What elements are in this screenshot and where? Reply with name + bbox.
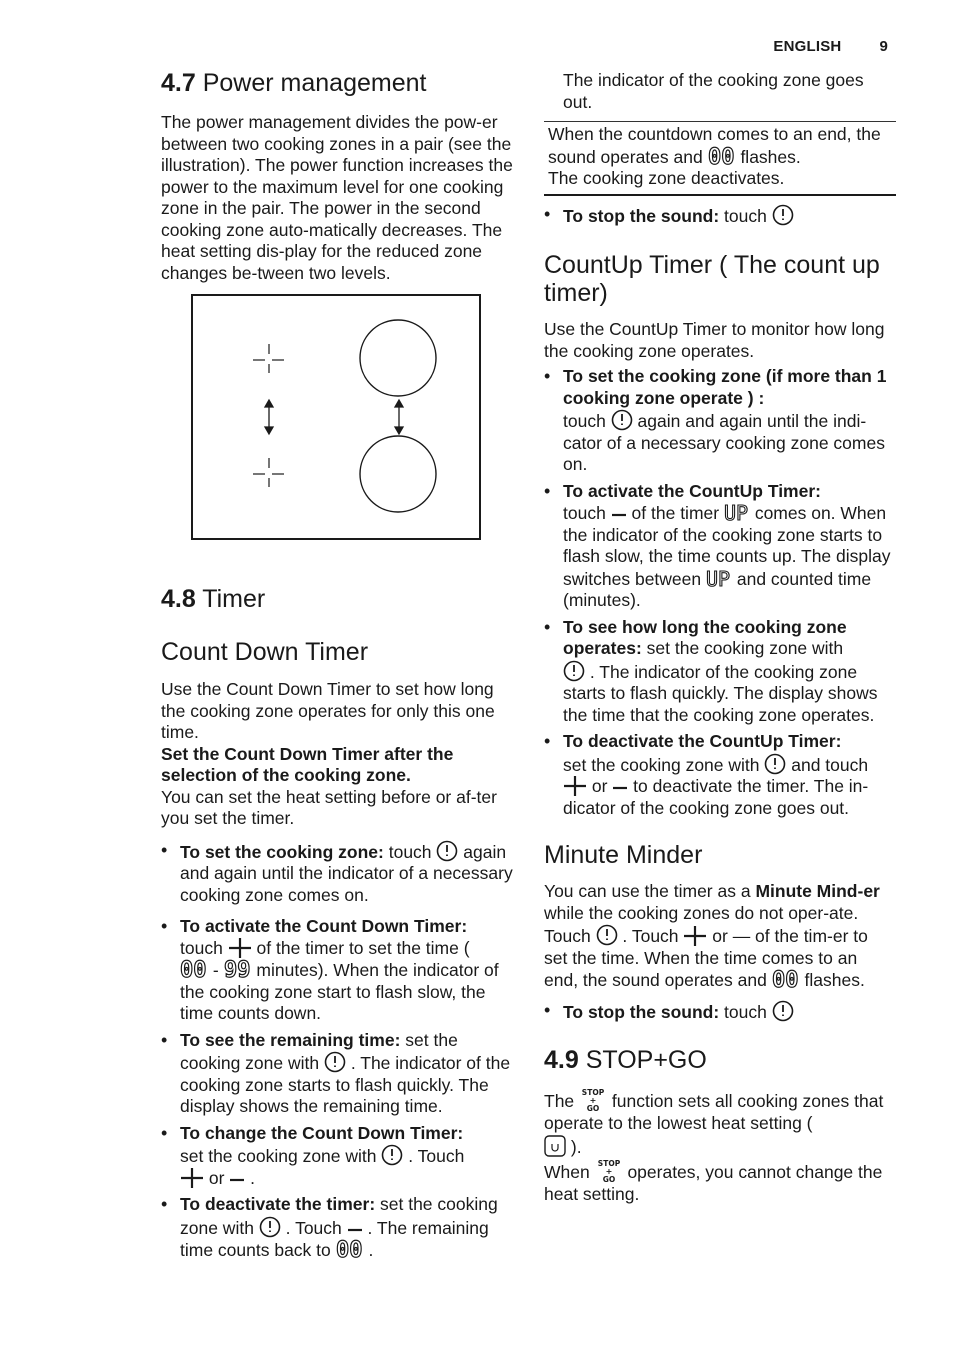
svg-text:00: 00 xyxy=(771,969,799,989)
countdown-end-note-box: When the countdown comes to an end, the sound operates and 00 flashes. The cooking zone deactivates. xyxy=(544,121,896,196)
keep-warm-icon xyxy=(544,1135,566,1157)
double-arrow-left xyxy=(265,400,273,434)
svg-text:STOP: STOP xyxy=(581,1088,605,1097)
countup-intro: Use the CountUp Timer to monitor how long the cooking zone operates. xyxy=(544,319,885,361)
svg-text:GO: GO xyxy=(586,1104,600,1113)
up-display-icon xyxy=(706,568,732,588)
list-item: • To stop the sound: touch xyxy=(544,204,896,228)
list-item: • To set the cooking zone: touch again and again until the indicator of a necessary cooking zone comes on. xyxy=(161,840,513,907)
list-item: • To stop the sound: touch xyxy=(544,1000,896,1024)
svg-text:STOP: STOP xyxy=(597,1159,620,1168)
list-item: • To set the cooking zone (if more than 1 cooking zone operate ) : touch again and again until the indi-cator of a necessary cooking zone comes on. xyxy=(544,366,896,476)
svg-text:00: 00 xyxy=(707,145,735,166)
up-display-icon xyxy=(724,502,750,522)
count-down-timer-heading: Count Down Timer xyxy=(161,638,369,666)
stop-go-icon xyxy=(595,1158,623,1184)
list-item: • To deactivate the CountUp Timer: set the cooking zone with and touch or to deactivate the timer. The in-dicator of the cooking zone goes out. xyxy=(544,731,896,819)
timer-clock-icon xyxy=(563,660,585,682)
zero-zero-display-icon xyxy=(336,1239,364,1259)
svg-text:00: 00 xyxy=(335,1239,363,1259)
minute-minder-body: You can use the timer as a Minute Mind-er while the cooking zones do not oper-ate. Touch . Touch or — of the tim-er to set the time. When the time comes to an end, the sound operates and 00 flashes. xyxy=(544,881,896,992)
minus-icon xyxy=(612,780,628,796)
heat-setting-symbol-bottom xyxy=(253,458,284,487)
svg-text:GO: GO xyxy=(602,1175,615,1184)
timer-clock-icon xyxy=(259,1216,281,1238)
heat-setting-symbol-top xyxy=(253,344,284,373)
stop-go-body: The STOP + GO function sets all cooking zones that operate to the lowest heat setting ( ). When STOP + GO operates, you cannot change the heat setting. xyxy=(544,1088,884,1204)
minus-icon xyxy=(347,1222,363,1238)
right-column xyxy=(544,70,896,1206)
plus-icon xyxy=(683,926,707,946)
stop-go-heading: 4.9 STOP+GO xyxy=(544,1046,707,1074)
count-down-note: You can set the heat setting before or af-ter you set the timer. xyxy=(161,786,497,828)
count-down-bold-note: Set the Count Down Timer after the selection of the cooking zone. xyxy=(161,743,454,785)
list-item: • To see how long the cooking zone operates: set the cooking zone with . The indicator of the cooking zone starts to flash quickly. The display shows the time that the cooking zone operates. xyxy=(544,617,896,727)
list-item: • To deactivate the timer: set the cooking zone with . Touch . The remaining time counts back to 00 . xyxy=(161,1194,513,1262)
minute-minder-heading: Minute Minder xyxy=(544,841,703,869)
language-label: ENGLISH xyxy=(773,38,842,55)
zero-zero-display-icon xyxy=(772,969,800,989)
plus-icon xyxy=(563,776,587,796)
power-management-body: The power management divides the pow-er between two cooking zones in a pair (see the illustration). The power function increases the power to the maximum level for one cooking zone in the pair. The power in the second cooking zone auto-matically decreases. The heat setting dis-play for the reduced zone changes be-tween two levels. xyxy=(161,112,513,283)
power-management-heading: 4.7 Power management xyxy=(161,69,427,97)
svg-text:UP: UP xyxy=(706,567,731,588)
svg-text:+: + xyxy=(605,1167,612,1176)
svg-text:99: 99 xyxy=(223,959,251,979)
stop-go-icon xyxy=(579,1087,607,1113)
timer-clock-icon xyxy=(772,1000,794,1022)
timer-clock-icon xyxy=(611,409,633,431)
list-item: • To change the Count Down Timer: set the cooking zone with . Touch or . xyxy=(161,1123,513,1190)
indicator-goes-out-text: The indicator of the cooking zone goes out. xyxy=(563,70,864,112)
zero-zero-display-icon xyxy=(708,146,736,166)
timer-clock-icon xyxy=(324,1051,346,1073)
count-down-intro: Use the Count Down Timer to set how long the cooking zone operates for only this one time. xyxy=(161,679,495,742)
list-item: • To activate the CountUp Timer: touch of the timer UP comes on. When the indicator of the cooking zone starts to flash slow, the time counts up. The display switches between UP and counted time (minutes). xyxy=(544,481,896,612)
timer-clock-icon xyxy=(436,840,458,862)
list-item: • To activate the Count Down Timer: touch of the timer to set the time ( 00 - 99 minutes). When the indicator of the cooking zone start to flash slow, the time counts down. xyxy=(161,916,513,1025)
cooking-zone-top xyxy=(360,320,436,396)
countup-timer-heading: CountUp Timer ( The count up timer) xyxy=(544,251,880,307)
svg-text:UP: UP xyxy=(723,502,749,522)
timer-clock-icon xyxy=(596,924,618,946)
cooking-zone-pair-diagram xyxy=(191,294,481,540)
page-number: 9 xyxy=(879,38,888,55)
hob-illustration xyxy=(193,296,479,538)
left-column xyxy=(161,68,513,1262)
list-item: • To see the remaining time: set the cooking zone with . The indicator of the cooking zone starts to flash quickly. The display shows the remaining time. xyxy=(161,1030,513,1118)
plus-icon xyxy=(180,1168,204,1188)
cooking-zone-bottom xyxy=(360,436,436,512)
zero-zero-display-icon xyxy=(180,959,208,979)
plus-icon xyxy=(228,938,252,958)
timer-heading: 4.8 Timer xyxy=(161,585,266,613)
minus-icon xyxy=(611,507,627,523)
double-arrow-right xyxy=(395,400,403,434)
nine-nine-display-icon xyxy=(224,959,252,979)
timer-clock-icon xyxy=(772,204,794,226)
page-header xyxy=(773,38,888,55)
svg-text:00: 00 xyxy=(180,959,207,979)
svg-text:+: + xyxy=(589,1096,597,1105)
minus-icon xyxy=(229,1172,245,1188)
timer-clock-icon xyxy=(764,753,786,775)
timer-clock-icon xyxy=(381,1144,403,1166)
